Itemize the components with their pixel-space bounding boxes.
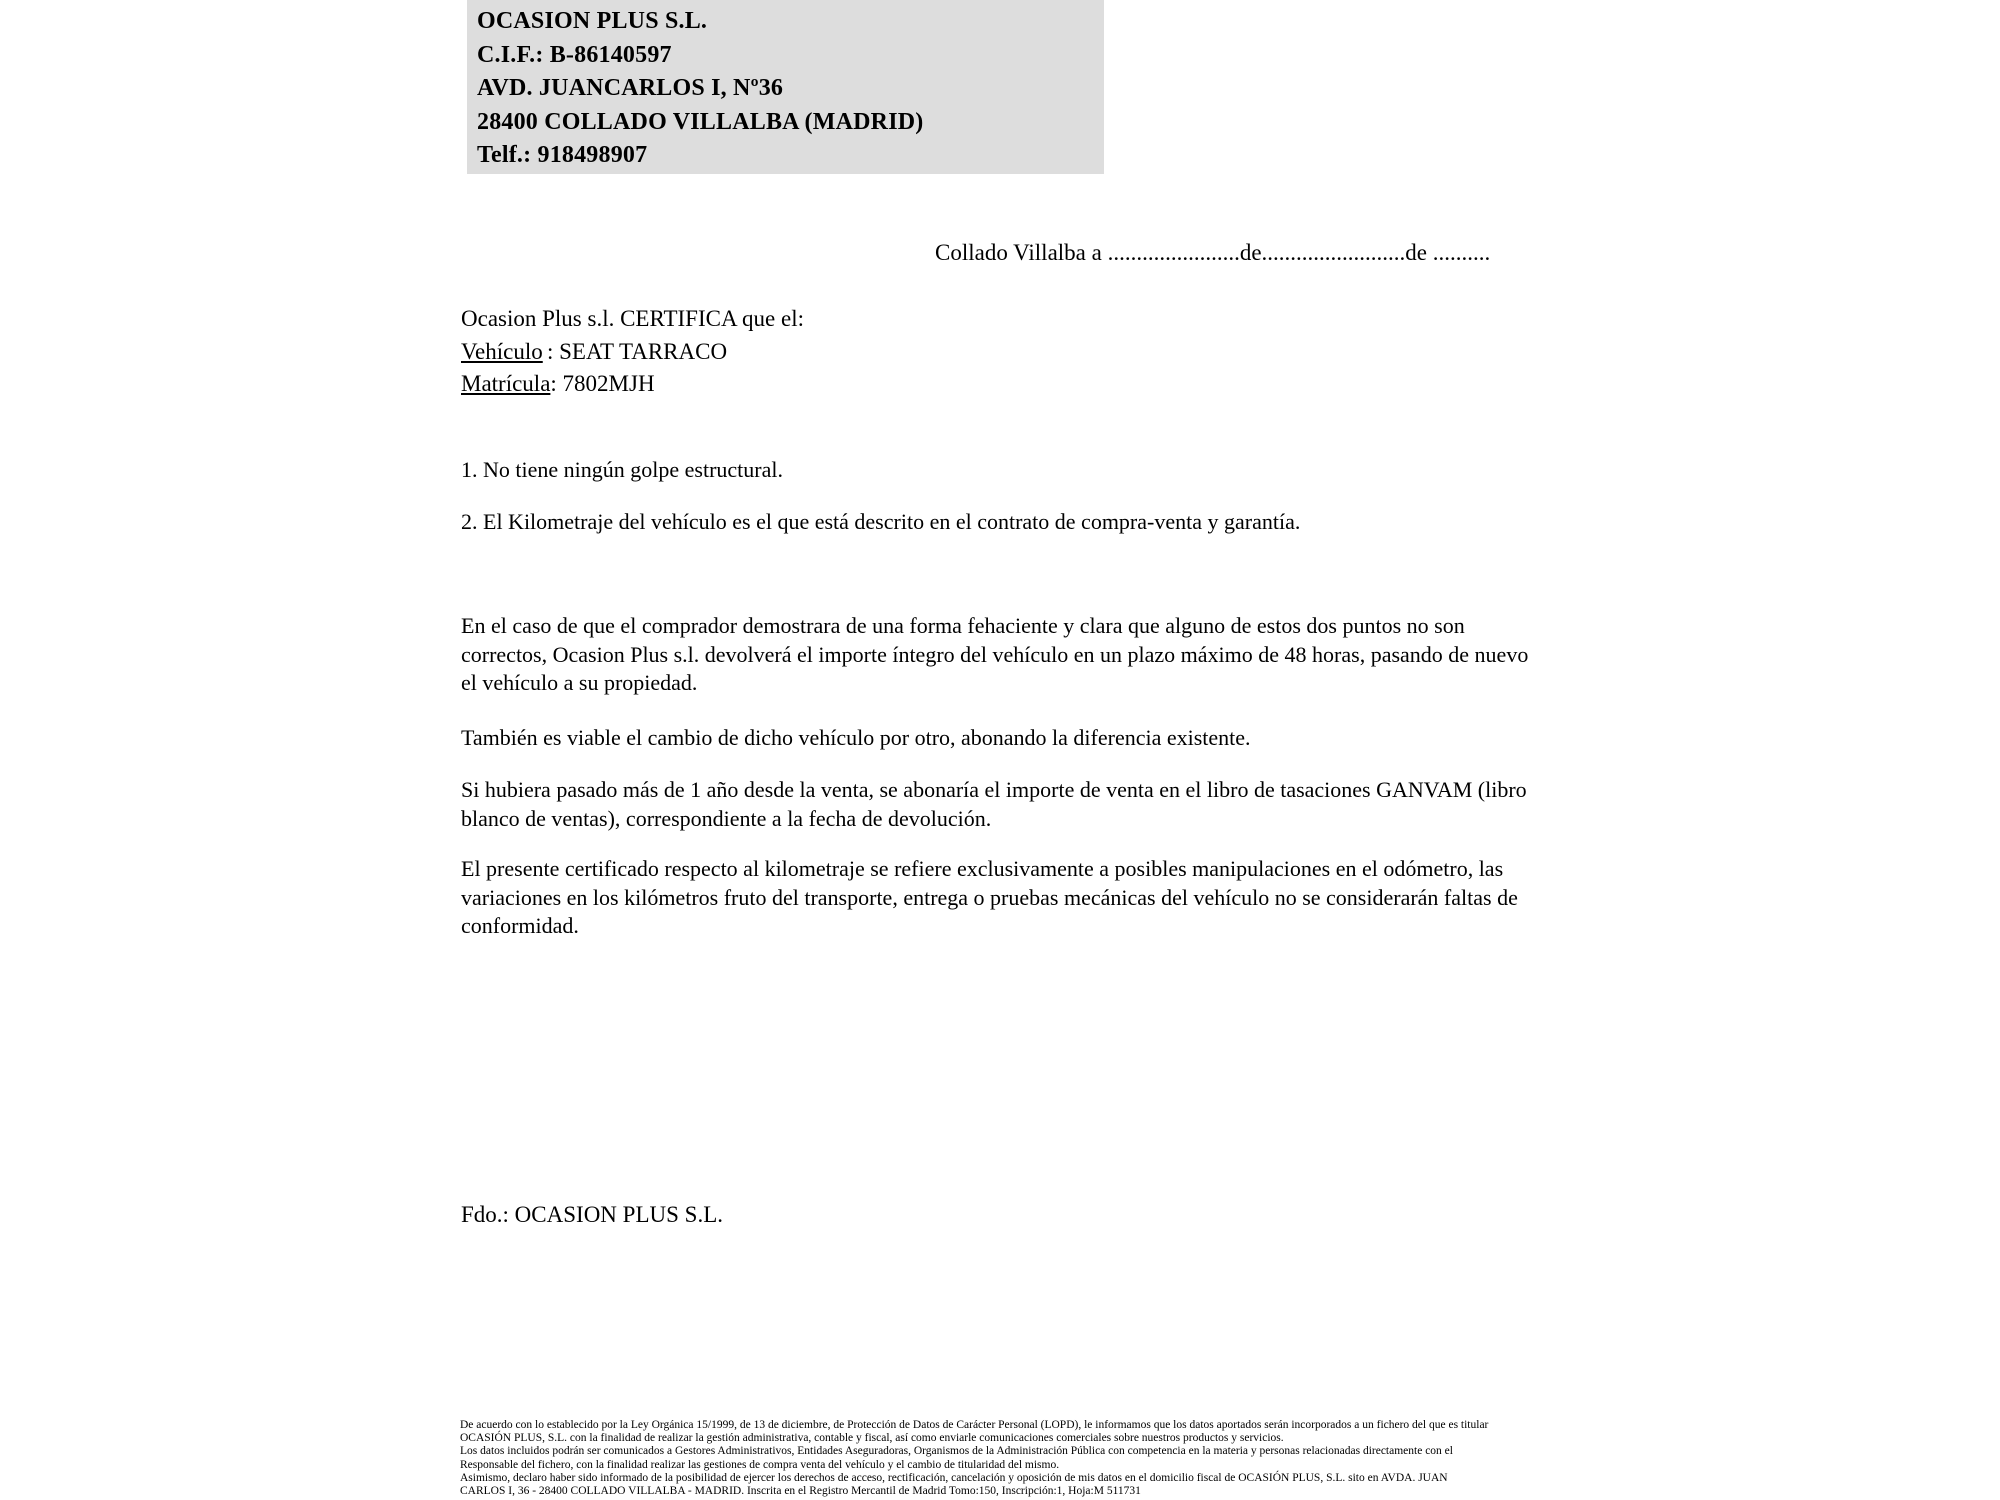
certify-intro: Ocasion Plus s.l. CERTIFICA que el: <box>461 306 804 331</box>
condition-item-1: 1. No tiene ningún golpe estructural. <box>461 457 783 482</box>
company-cif: C.I.F.: B-86140597 <box>477 41 672 68</box>
paragraph-ganvam: Si hubiera pasado más de 1 año desde la venta, se abonaría el importe de venta en el libro de tasaciones GANVAM (libro blanco de ventas), correspondiente a la fecha de devolución. <box>461 777 1527 831</box>
plate-label-cell <box>461 368 550 401</box>
footer-line-6: CARLOS I, 36 - 28400 COLLADO VILLALBA - MADRID. Inscrita en el Registro Mercantil de Madrid Tomo:150, Inscripción:1, Hoja:M 511731 <box>460 1485 1141 1498</box>
vehicle-row <box>461 336 804 369</box>
vehicle-label: Vehículo <box>461 338 543 364</box>
vehicle-label-cell <box>461 336 547 369</box>
footer-line-5: Asimismo, declaro haber sido informado de la posibilidad de ejercer los derechos de acceso, rectificación, cancelación y oposición de mis datos en el domicilio fiscal de OCASIÓN PLUS, S.L. sito en AVDA. JUAN <box>460 1471 1448 1484</box>
vehicle-value: : SEAT TARRACO <box>547 338 728 364</box>
footer-line-4: Responsable del fichero, con la finalidad realizar las gestiones de compra venta del vehículo y el cambio de titularidad del mismo. <box>460 1458 1060 1471</box>
footer-line-3: Los datos incluidos podrán ser comunicados a Gestores Administrativos, Entidades Aseguradoras, Organismos de la Administración Pública con competencia en la materia y personas relacionadas directamente con el <box>460 1445 1453 1458</box>
paragraph-refund: En el caso de que el comprador demostrara de una forma fehaciente y clara que alguno de estos dos puntos no son correctos, Ocasion Plus s.l. devolverá el importe íntegro del vehículo en un plazo máximo de 48 horas, pasando de nuevo el vehículo a su propiedad. <box>461 613 1529 695</box>
footer-line-2: OCASIÓN PLUS, S.L. con la finalidad de realizar la gestión administrativa, contable y fiscal, así como enviarle comunicaciones comerciales sobre nuestros productos y servicios. <box>460 1432 1284 1445</box>
certify-block <box>461 303 804 401</box>
paragraph-exchange: También es viable el cambio de dicho vehículo por otro, abonando la diferencia existente. <box>461 725 1251 750</box>
paragraph-odometer: El presente certificado respecto al kilometraje se refiere exclusivamente a posibles manipulaciones en el odómetro, las variaciones en los kilómetros fruto del transporte, entrega o pruebas mecánicas del vehículo no se considerarán faltas de conformidad. <box>461 856 1518 938</box>
date-line: Collado Villalba a .......................de.........................de .......... <box>935 240 1491 265</box>
signature-line: Fdo.: OCASION PLUS S.L. <box>461 1202 723 1227</box>
company-name: OCASION PLUS S.L. <box>477 8 708 34</box>
condition-item-2: 2. El Kilometraje del vehículo es el que está descrito en el contrato de compra-venta y garantía. <box>461 509 1301 534</box>
company-phone: Telf.: 918498907 <box>477 142 648 168</box>
plate-row <box>461 368 804 401</box>
footer-line-1: De acuerdo con lo establecido por la Ley Orgánica 15/1999, de 13 de diciembre, de Protección de Datos de Carácter Personal (LOPD), le informamos que los datos aportados serán incorporados a un fichero del que es titular <box>460 1419 1489 1431</box>
company-address: AVD. JUANCARLOS I, Nº36 <box>477 75 784 101</box>
legal-footer <box>460 1419 1488 1498</box>
company-city: 28400 COLLADO VILLALBA (MADRID) <box>477 108 924 135</box>
company-header-box <box>467 0 1104 174</box>
plate-label: Matrícula <box>461 371 551 396</box>
plate-value: : 7802MJH <box>550 371 655 396</box>
